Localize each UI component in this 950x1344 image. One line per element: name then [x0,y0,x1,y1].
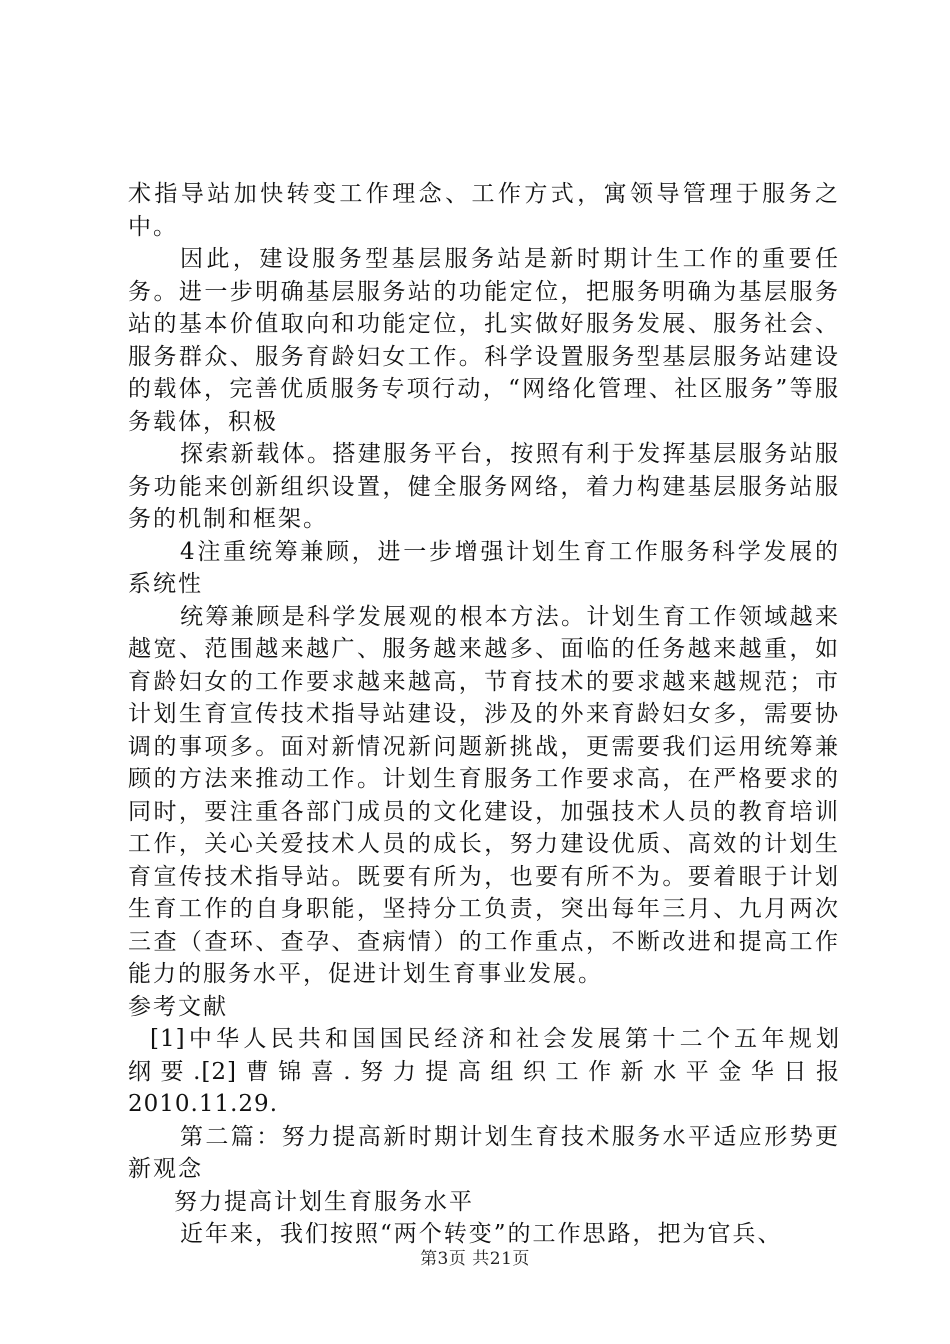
paragraph-1: 术指导站加快转变工作理念、工作方式，寓领导管理于服务之中。 [128,181,840,240]
paragraph-3: 探索新载体。搭建服务平台，按照有利于发挥基层服务站服务功能来创新组织设置，健全服务网络，着力构建基层服务站服务的机制和框架。 [128,441,840,532]
paragraph-2: 因此，建设服务型基层服务站是新时期计生工作的重要任务。进一步明确基层服务站的功能定位，把服务明确为基层服务站的基本价值取向和功能定位，扎实做好服务发展、服务社会、服务群众、服务育龄妇女工作。科学设置服务型基层服务站建设的载体，完善优质服务专项行动，“网络化管理、社区服务”等服务载体，积极 [128,246,840,435]
chapter-2-first-paragraph: 近年来，我们按照“两个转变”的工作思路，把为官兵、 [180,1221,783,1247]
reference-line-2: 纲要.[2]曹锦喜.努力提高组织工作新水平金华日报 [128,1058,840,1085]
chapter-2-title: 第二篇：努力提高新时期计划生育技术服务水平适应形势更新观念 [128,1123,840,1182]
references-heading: 参考文献 [128,993,228,1020]
paragraph-5: 统筹兼顾是科学发展观的根本方法。计划生育工作领域越来越宽、范围越来越广、服务越来越多、面临的任务越来越重，如育龄妇女的工作要求越来越高，节育技术的要求越来越规范；市计划生育宣传技术指导站建设，涉及的外来育龄妇女多，需要协调的事项多。面对新情况新问题新挑战，更需要我们运用统筹兼顾的方法来推动工作。计划生育服务工作要求高，在严格要求的同时，要注重各部门成员的文化建设，加强技术人员的教育培训工作，关心关爱技术人员的成长，努力建设优质、高效的计划生育宣传技术指导站。既要有所为，也要有所不为。要着眼于计划生育工作的自身职能，坚持分工负责，突出每年三月、九月两次三查（查环、查孕、查病情）的工作重点，不断改进和提高工作能力的服务水平，促进计划生育事业发展。 [128,603,840,987]
page-footer: 第3页 共21页 [420,1249,530,1269]
document-body [128,178,840,1251]
references-list [128,1023,840,1121]
section-heading-4: 4注重统筹兼顾，进一步增强计划生育工作服务科学发展的系统性 [128,538,840,597]
reference-line-1: [1]中华人民共和国国民经济和社会发展第十二个五年规划 [150,1026,840,1052]
chapter-2-subtitle: 努力提高计划生育服务水平 [174,1188,474,1215]
reference-line-3: 2010.11.29. [128,1091,278,1117]
